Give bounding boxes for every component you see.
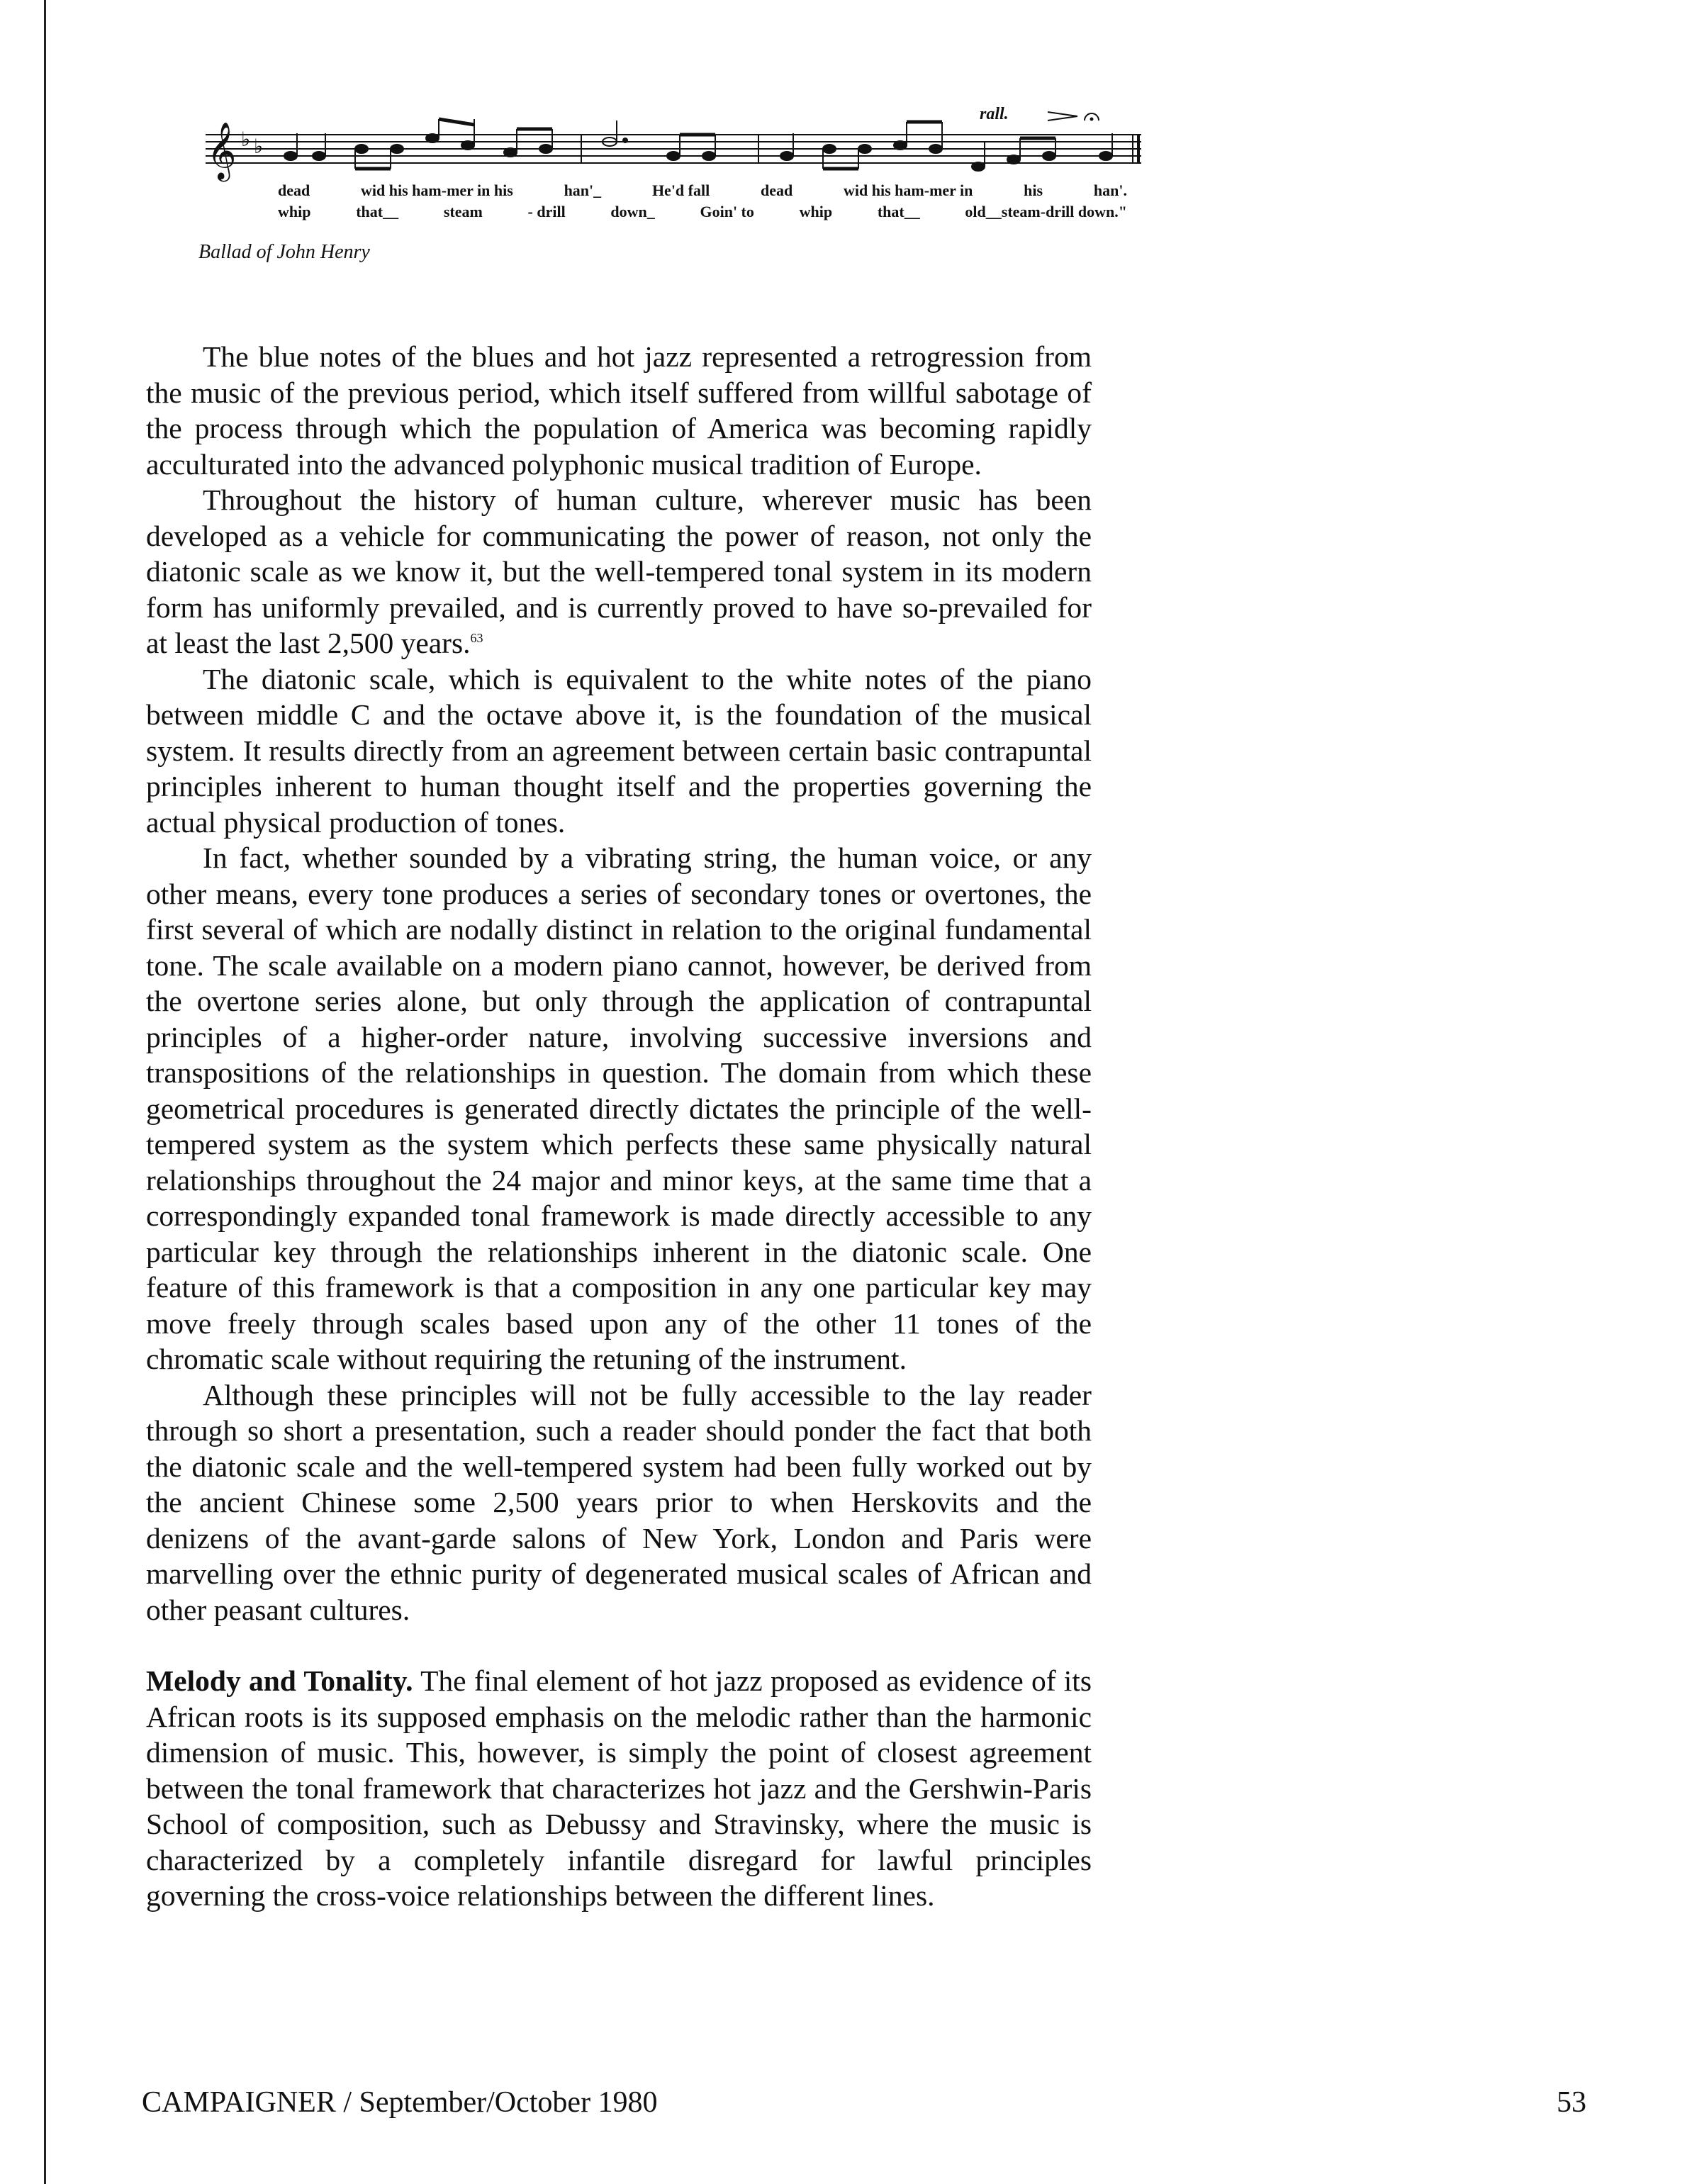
page-number: 53 [1557,2086,1586,2119]
lyric-word: whip [799,203,833,220]
lyric-word: down_ [610,203,655,220]
lyric-word: han'. [1093,181,1127,199]
lyric-word: han'_ [564,181,602,199]
figure-caption: Ballad of John Henry [198,241,370,263]
lyric-word: old__steam-drill down." [965,203,1127,220]
paragraph: The diatonic scale, which is equivalent to the white notes of the piano between middle C and the octave above it, is the foundation of the musical system. It results directly from an agreement between certain basic contrapuntal principles inherent to human thought itself and the properties governing the actual physical production of tones. [146,662,1092,839]
paragraph: In fact, whether sounded by a vibrating string, the human voice, or any other means, every tone produces a series of secondary tones or overtones, the first several of which are nodally distinct in relation to the original fundamental tone. The scale available on a modern piano cannot, however, be derived from the overtone series alone, but only through the application of contrapuntal principles of a higher-order nature, involving successive inversions and transpositions of the relationships in question. The domain from which these geometrical procedures is generated directly dictates the principle of the well-tempered system as the system which perfects these same physically natural relationships throughout the 24 major and minor keys, at the same time that a correspondingly expanded tonal framework is made directly accessible to any particular key through the relationships inherent in the diatonic scale. One feature of this framework is that a composition in any one particular key may move freely through scales based upon any of the other 11 tones of the chromatic scale without requiring the retuning of the instrument. [146,841,1092,1375]
lyric-word: dead [761,181,793,199]
svg-text:𝄞: 𝄞 [207,121,237,179]
lyric-word: that__ [877,203,920,220]
lyric-word: wid his ham-mer in [844,181,973,199]
paragraph-text: Throughout the history of human culture, wherever music has been developed as a vehicle for communicating the power of reason, not only the diatonic scale as we know it, but the well-tempered tonal system in its modern form has uniformly prevailed, and is currently proved to have so-prevailed for at least the last 2,500 years. [146,483,1092,659]
svg-text:♭: ♭ [254,135,264,158]
lyric-word: Goin' to [700,203,754,220]
paragraph [146,482,1092,661]
lyrics-line-2 [278,201,1127,223]
lyrics [278,180,1127,223]
footnote-ref: 63 [470,631,483,646]
article-body [146,339,1092,1914]
lyric-word: dead [278,181,310,199]
lyric-word: wid his ham-mer in his [361,181,513,199]
section-paragraph [146,1663,1092,1914]
section-text: The final element of hot jazz proposed as evidence of its African roots is its supposed emphasis on the melodic rather than the harmonic dimension of music. This, however, is simply the point of closest agreement between the tonal framework that characterizes hot jazz and the Gershwin-Paris School of composition, such as Debussy and Stravinsky, where the music is characterized by a completely infantile disregard for lawful principles governing the cross-voice relationships between the different lines. [146,1664,1092,1912]
paragraph: The blue notes of the blues and hot jazz represented a retrogression from the music of the previous period, which itself suffered from willful sabotage of the process through which the population of America was becoming rapidly acculturated into the advanced polyphonic musical tradition of Europe. [146,340,1092,481]
page-edge-line [44,0,46,2184]
tempo-marking: rall. [980,105,1009,123]
paragraph: Although these principles will not be fully accessible to the lay reader through so short a presentation, such a reader should ponder the fact that both the diatonic scale and the well-tempered system had been fully worked out by the ancient Chinese some 2,500 years prior to when Herskovits and the denizens of the avant-garde salons of New York, London and Paris were marvelling over the ethnic purity of degenerated musical scales of African and other peasant cultures. [146,1378,1092,1626]
lyrics-line-1 [278,180,1127,201]
lyric-word: that__ [356,203,399,220]
lyric-word: - drill [527,203,566,220]
lyric-word: whip [278,203,311,220]
section-heading: Melody and Tonality. [146,1664,413,1697]
svg-text:♭: ♭ [241,128,251,151]
lyric-word: He'd fall [651,181,710,199]
lyric-word: his [1024,181,1043,199]
lyric-word: steam [443,203,483,220]
publication-footer: CAMPAIGNER / September/October 1980 [142,2086,658,2119]
